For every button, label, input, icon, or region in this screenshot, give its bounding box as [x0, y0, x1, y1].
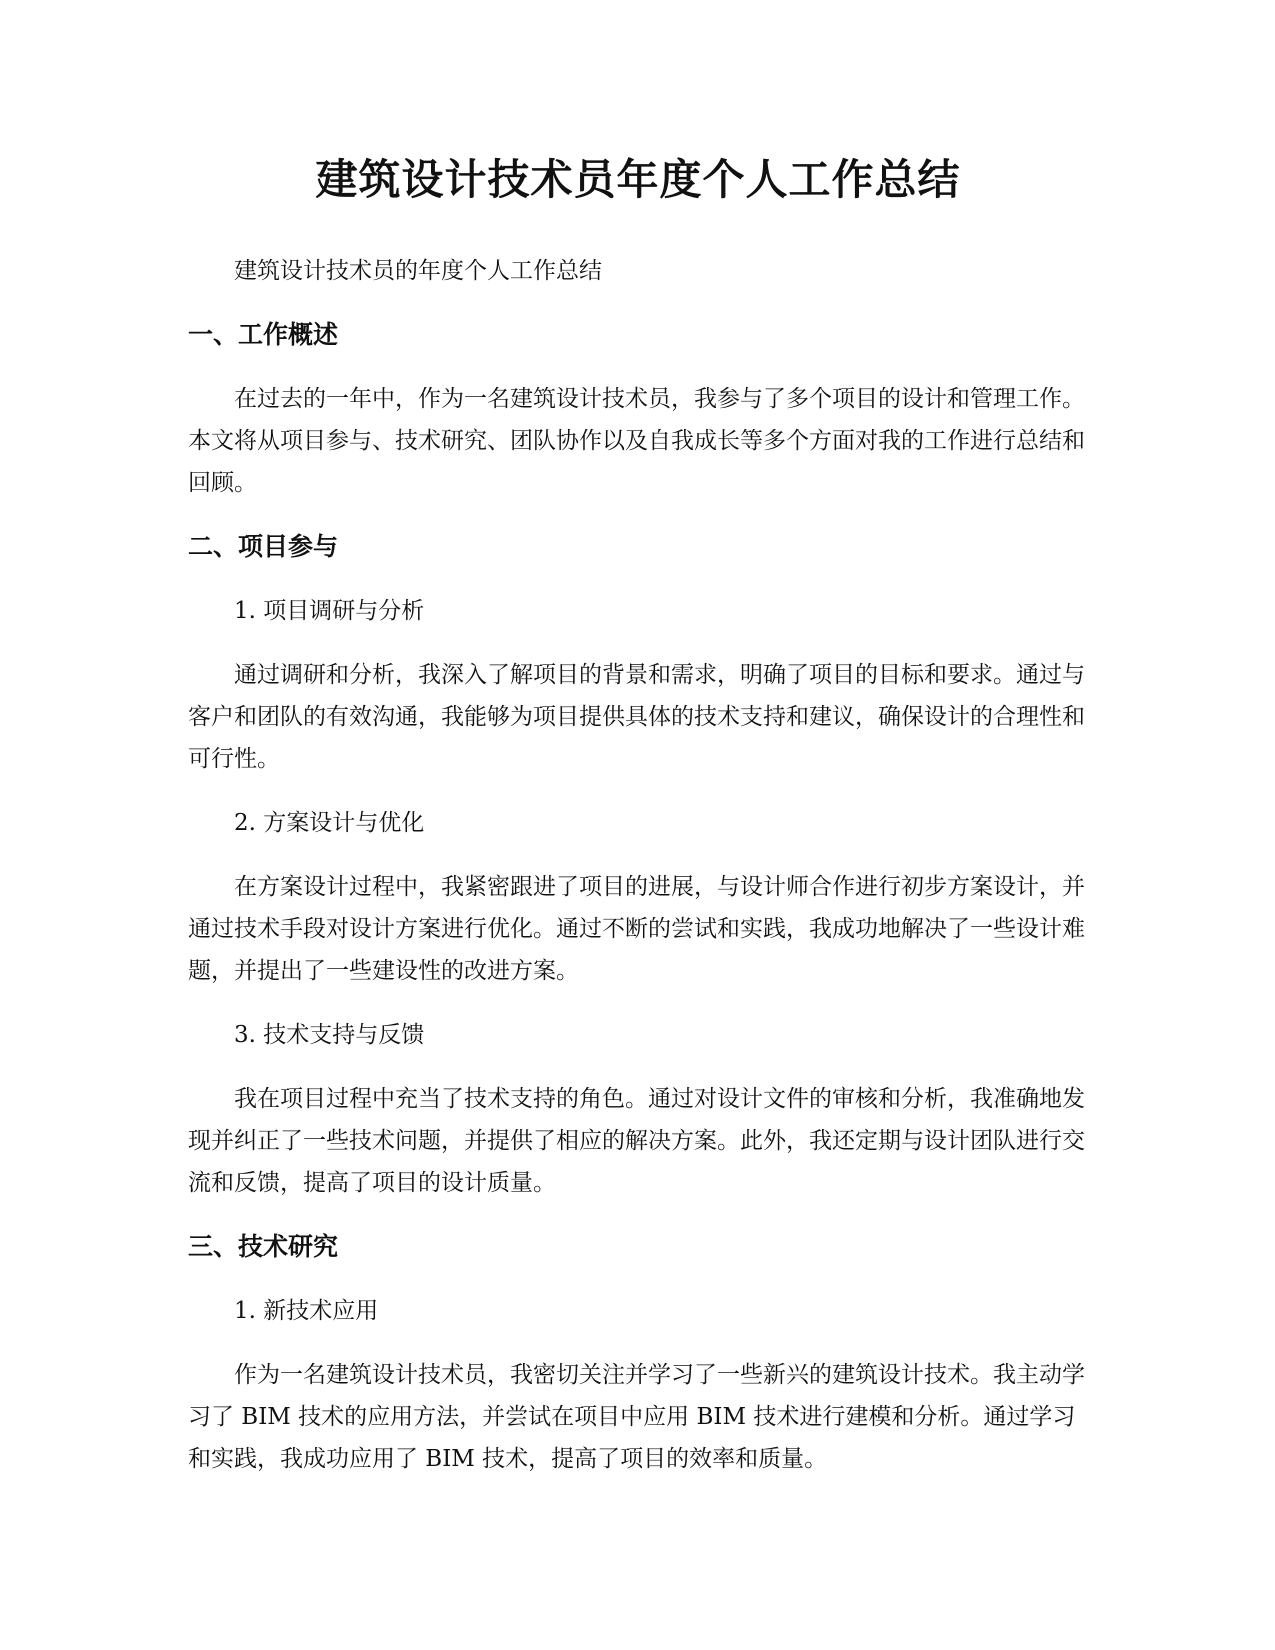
research-analysis-paragraph: 通过调研和分析，我深入了解项目的背景和需求，明确了项目的目标和要求。通过与客户和团队的有效沟通，我能够为项目提供具体的技术支持和建议，确保设计的合理性和可行性。 — [188, 662, 1085, 772]
section-heading-overview: 一、工作概述 — [188, 320, 339, 349]
document-title: 建筑设计技术员年度个人工作总结 — [315, 155, 961, 204]
section-heading-tech-research: 三、技术研究 — [188, 1232, 339, 1261]
subheading-research-analysis: 1. 项目调研与分析 — [234, 598, 425, 624]
overview-paragraph: 在过去的一年中，作为一名建筑设计技术员，我参与了多个项目的设计和管理工作。本文将从项目参与、技术研究、团队协作以及自我成长等多个方面对我的工作进行总结和回顾。 — [188, 386, 1085, 496]
subheading-tech-support: 3. 技术支持与反馈 — [234, 1022, 425, 1048]
intro-line: 建筑设计技术员的年度个人工作总结 — [234, 258, 602, 284]
subheading-new-tech: 1. 新技术应用 — [234, 1298, 379, 1324]
document-body — [188, 150, 1088, 1502]
new-tech-paragraph: 作为一名建筑设计技术员，我密切关注并学习了一些新兴的建筑设计技术。我主动学习了 BIM 技术的应用方法，并尝试在项目中应用 BIM 技术进行建模和分析。通过学习和实践，我成功应用了 BIM 技术，提高了项目的效率和质量。 — [188, 1362, 1085, 1472]
design-optimization-paragraph: 在方案设计过程中，我紧密跟进了项目的进展，与设计师合作进行初步方案设计，并通过技术手段对设计方案进行优化。通过不断的尝试和实践，我成功地解决了一些设计难题，并提出了一些建设性的改进方案。 — [188, 874, 1085, 984]
section-heading-projects: 二、项目参与 — [188, 532, 339, 561]
tech-support-paragraph: 我在项目过程中充当了技术支持的角色。通过对设计文件的审核和分析，我准确地发现并纠正了一些技术问题，并提供了相应的解决方案。此外，我还定期与设计团队进行交流和反馈，提高了项目的设计质量。 — [188, 1086, 1085, 1196]
subheading-design-optimization: 2. 方案设计与优化 — [234, 810, 425, 836]
